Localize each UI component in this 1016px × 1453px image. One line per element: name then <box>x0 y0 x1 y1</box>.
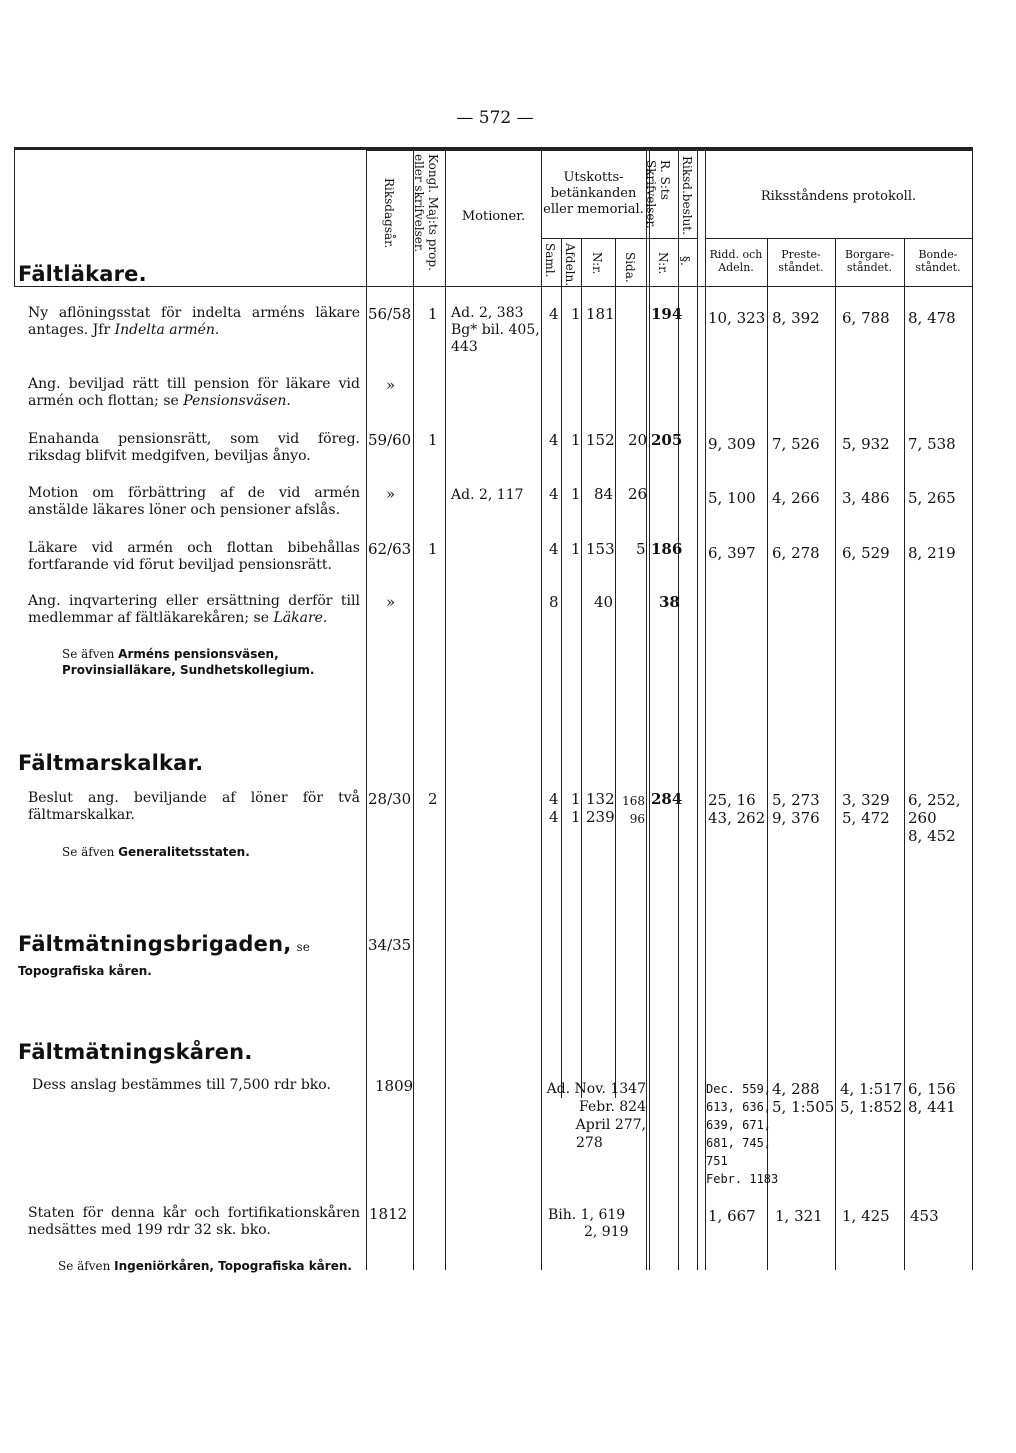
borg: 6, 529 <box>842 544 890 562</box>
prest: 8, 392 <box>772 309 820 327</box>
bonde: 6, 252, 260 8, 452 <box>908 791 961 845</box>
motion: Ad. 2, 383 Bg* bil. 405, 443 <box>451 305 540 355</box>
rst-nr: 38 <box>659 593 680 611</box>
saml: 4 <box>549 540 559 558</box>
entry-text: Läkare vid armén och flottan bibehållas fortfarande vid förut beviljad pensionsrätt. <box>28 540 360 573</box>
year: » <box>386 485 396 503</box>
prest: 6, 278 <box>772 544 820 562</box>
header-bonde: Bonde- ståndet. <box>915 248 961 274</box>
borg: 4, 1:517 5, 1:852 <box>840 1080 903 1116</box>
sida: 20 <box>628 431 648 449</box>
subheader-rule-2 <box>705 238 973 239</box>
bonde: 7, 538 <box>908 435 956 453</box>
bonde: 453 <box>910 1207 939 1225</box>
nr: 40 <box>594 593 614 611</box>
ridd: 6, 397 <box>708 544 756 562</box>
afdeln: 1 <box>571 431 581 449</box>
col-line <box>581 238 582 1098</box>
page-number: — 572 — <box>456 108 534 128</box>
prest: 1, 321 <box>775 1207 823 1225</box>
borg: 1, 425 <box>842 1207 890 1225</box>
year: 34/35 <box>368 936 412 954</box>
entry-text: Ny aflöningsstat för indelta arméns läkare antages. Jfr Indelta armén. <box>28 305 360 338</box>
saml: 8 <box>549 593 559 611</box>
rst-nr: 186 <box>651 540 683 558</box>
col-line <box>445 147 446 1270</box>
nr: 132 239 <box>586 790 615 826</box>
bonde: 5, 265 <box>908 489 956 507</box>
motion: Ad. 2, 117 <box>451 487 524 503</box>
entry-text: Ang. inqvartering eller ersättning derför till medlemmar af fältläkarekåren; se Läkare. <box>28 593 360 626</box>
entry-text: Staten för denna kår och fortifikationskåren nedsättes med 199 rdr 32 sk. bko. <box>28 1205 360 1238</box>
year: » <box>386 376 396 394</box>
nr: 84 <box>594 485 614 503</box>
header-r-sts: R. S:ts Skrifvelser. <box>644 160 672 229</box>
entry-text: Ang. beviljad rätt till pension för läkare vid armén och flottan; se Pensionsväsen. <box>28 376 360 409</box>
year: 62/63 <box>368 540 412 558</box>
year: 56/58 <box>368 305 412 323</box>
col-line <box>366 147 367 1270</box>
see-also: Se äfven Generalitetsstaten. <box>62 845 250 859</box>
rst-nr: 284 <box>651 790 683 808</box>
header-bottom-rule <box>14 286 973 287</box>
header-protokoll: Riksståndens protokoll. <box>760 189 917 204</box>
section-title: Fältläkare. <box>18 262 147 286</box>
rst-nr: 205 <box>651 431 683 449</box>
see-also: Se äfven Arméns pensionsväsen, Provinsialläkare, Sundhetskollegium. <box>62 647 315 677</box>
col-line <box>413 147 414 1270</box>
header-kongl-prop: Kongl. Maj:ts prop. eller skrifvelser. <box>412 154 440 271</box>
header-borg: Borgare- ståndet. <box>844 248 895 274</box>
col-line <box>541 147 542 1270</box>
header-motioner: Motioner. <box>461 209 526 224</box>
year: » <box>386 593 396 611</box>
header-riksd-par: §. <box>678 256 692 266</box>
sida: 168 96 <box>622 794 645 826</box>
section-title: Fältmarskalkar. <box>18 751 204 775</box>
bonde: 8, 219 <box>908 544 956 562</box>
prop: 1 <box>428 305 438 323</box>
entry-text: Enahanda pensionsrätt, som vid föreg. riksdag blifvit medgifven, beviljas ånyo. <box>28 431 360 464</box>
sida: 26 <box>628 485 648 503</box>
col-line <box>972 147 973 1270</box>
year: 1809 <box>375 1077 414 1095</box>
borg: 6, 788 <box>842 309 890 327</box>
col-line <box>615 238 616 1098</box>
prop: 1 <box>428 540 438 558</box>
year: 1812 <box>369 1205 408 1223</box>
col-line <box>561 238 562 1098</box>
header-rule <box>366 150 973 151</box>
saml: 4 4 <box>549 790 559 826</box>
header-nr: N:r. <box>590 252 604 275</box>
borg: 5, 932 <box>842 435 890 453</box>
see-also: Se äfven Ingeniörkåren, Topografiska kåren. <box>58 1259 352 1273</box>
prop: 2 <box>428 790 438 808</box>
entry-text: Beslut ang. beviljande af löner för två fältmarskalkar. <box>28 790 360 823</box>
ridd: Dec. 559, 613, 636, 639, 671, 681, 745, 751 Febr. 1183 <box>706 1082 779 1186</box>
saml: 4 <box>549 485 559 503</box>
afdeln: 1 1 <box>571 790 581 826</box>
ridd: 9, 309 <box>708 435 756 453</box>
afdeln: 1 <box>571 485 581 503</box>
prest: 4, 266 <box>772 489 820 507</box>
ridd: 25, 16 43, 262 <box>708 791 766 827</box>
header-prest: Preste- ståndet. <box>778 248 824 274</box>
borg: 3, 486 <box>842 489 890 507</box>
brigaden-heading: Fältmätningsbrigaden, se Topografiska kåren. <box>18 932 310 978</box>
col-line <box>835 238 836 1270</box>
entry-text: Dess anslag bestämmes till 7,500 rdr bko. <box>32 1077 331 1093</box>
nr: 153 <box>586 540 615 558</box>
col-line <box>646 147 647 1270</box>
header-r-sts-nr: N:r. <box>656 252 670 275</box>
ridd: 5, 100 <box>708 489 756 507</box>
borg: 3, 329 5, 472 <box>842 791 890 827</box>
ridd: 1, 667 <box>708 1207 756 1225</box>
bonde: 8, 478 <box>908 309 956 327</box>
header-sida: Sida. <box>623 252 637 283</box>
col-line <box>904 238 905 1270</box>
utskott-ref: Ad. Nov. 1347 Febr. 824 April 277, 278 <box>546 1081 646 1151</box>
header-utskotts: Utskotts- betänkanden eller memorial. <box>543 170 644 217</box>
rst-nr: 194 <box>651 305 683 323</box>
prest: 7, 526 <box>772 435 820 453</box>
col-line <box>14 147 15 287</box>
ridd: 10, 323 <box>708 309 766 327</box>
bonde: 6, 156 8, 441 <box>908 1080 956 1116</box>
header-afdeln: Afdeln. <box>563 243 577 287</box>
nr: 152 <box>586 431 615 449</box>
nr: 181 <box>586 305 615 323</box>
utskott-ref: Bih. 1, 619 2, 919 <box>548 1207 629 1240</box>
prest: 5, 273 9, 376 <box>772 791 820 827</box>
year: 59/60 <box>368 431 412 449</box>
saml: 4 <box>549 305 559 323</box>
header-riksd-beslut: Riksd.beslut. <box>680 156 694 235</box>
section-title: Fältmätningsbrigaden, <box>18 932 292 956</box>
header-riksdagsar: Riksdagsår. <box>382 178 396 249</box>
year: 28/30 <box>368 790 412 808</box>
col-line <box>697 147 698 1270</box>
afdeln: 1 <box>571 540 581 558</box>
saml: 4 <box>549 431 559 449</box>
entry-text: Motion om förbättring af de vid armén anstälde läkares löner och pensioner afslås. <box>28 485 360 518</box>
afdeln: 1 <box>571 305 581 323</box>
header-ridd: Ridd. och Adeln. <box>709 248 763 274</box>
col-line <box>649 147 650 1270</box>
subheader-rule-1 <box>541 238 697 239</box>
prop: 1 <box>428 431 438 449</box>
header-saml: Saml. <box>543 243 557 278</box>
prest: 4, 288 5, 1:505 <box>772 1080 835 1116</box>
sida: 5 <box>636 540 646 558</box>
section-title: Fältmätningskåren. <box>18 1040 253 1064</box>
